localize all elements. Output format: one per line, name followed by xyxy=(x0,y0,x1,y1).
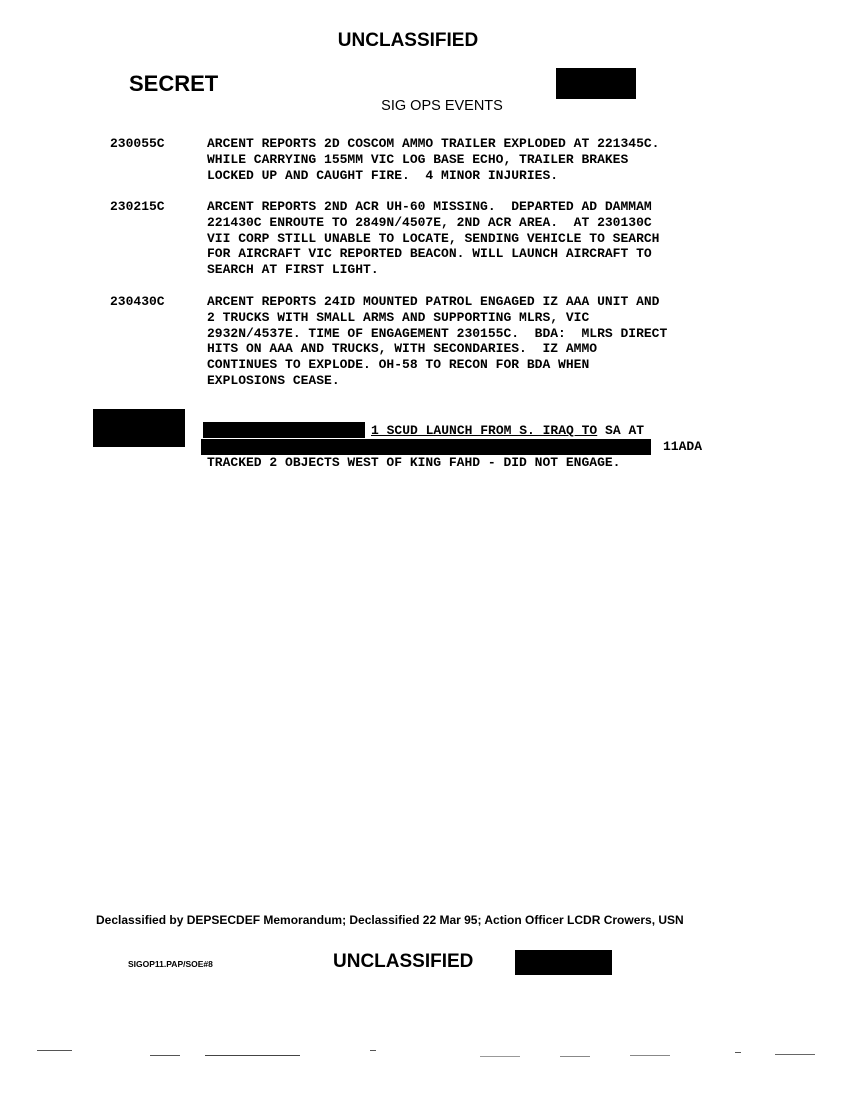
event-line: WHILE CARRYING 155MM VIC LOG BASE ECHO, TRAILER BRAKES xyxy=(207,151,629,167)
event-line: ARCENT REPORTS 24ID MOUNTED PATROL ENGAGED IZ AAA UNIT AND xyxy=(207,294,660,309)
secret-label: SECRET xyxy=(129,71,219,96)
redaction-box-line2 xyxy=(201,439,651,455)
event-text xyxy=(207,136,659,183)
redaction-box-line1 xyxy=(203,422,365,438)
classification-top: UNCLASSIFIED xyxy=(337,30,479,51)
scud-launch-text-rest: SA AT xyxy=(597,423,645,438)
event-text xyxy=(207,294,667,389)
event-line: 2 TRUCKS WITH SMALL ARMS AND SUPPORTING MLRS, VIC xyxy=(207,309,590,325)
event-line: SEARCH AT FIRST LIGHT. xyxy=(207,262,379,278)
redaction-box-header xyxy=(556,68,636,99)
file-reference: SIGOP11.PAP/SOE#8 xyxy=(128,959,213,969)
declassification-notice: Declassified by DEPSECDEF Memorandum; Declassified 22 Mar 95; Action Officer LCDR Crowers, USN xyxy=(96,913,684,927)
event-line: HITS ON AAA AND TRUCKS, WITH SECONDARIES. IZ AMMO xyxy=(207,341,598,357)
event-line: EXPLOSIONS CEASE. xyxy=(207,372,340,388)
event-time: 230430C xyxy=(110,294,165,309)
scud-launch-text: 1 SCUD LAUNCH FROM S. IRAQ TO xyxy=(371,423,598,438)
event-text xyxy=(207,199,659,278)
redaction-box-footer xyxy=(515,950,612,975)
event-line: FOR AIRCRAFT VIC REPORTED BEACON. WILL LAUNCH AIRCRAFT TO xyxy=(207,246,652,262)
event-line: 2932N/4537E. TIME OF ENGAGEMENT 230155C. BDA: MLRS DIRECT xyxy=(207,325,668,341)
event-line: ARCENT REPORTS 2ND ACR UH-60 MISSING. DEPARTED AD DAMMAM xyxy=(207,199,652,214)
event-line: LOCKED UP AND CAUGHT FIRE. 4 MINOR INJURIES. xyxy=(207,167,559,183)
scud-line-1 xyxy=(371,423,644,439)
event-line: VII CORP STILL UNABLE TO LOCATE, SENDING VEHICLE TO SEARCH xyxy=(207,230,660,246)
event-line: CONTINUES TO EXPLODE. OH-58 TO RECON FOR BDA WHEN xyxy=(207,357,590,373)
event-time: 230215C xyxy=(110,199,165,214)
scud-line-3: TRACKED 2 OBJECTS WEST OF KING FAHD - DID NOT ENGAGE. xyxy=(207,455,621,470)
redaction-box-time xyxy=(93,409,185,447)
event-time: 230055C xyxy=(110,136,165,151)
scud-line-2: 11ADA xyxy=(663,439,703,454)
event-line: ARCENT REPORTS 2D COSCOM AMMO TRAILER EXPLODED AT 221345C. xyxy=(207,136,660,151)
event-line: 221430C ENROUTE TO 2849N/4507E, 2ND ACR AREA. AT 230130C xyxy=(207,214,652,230)
classification-bottom: UNCLASSIFIED xyxy=(333,951,474,972)
page-title: SIG OPS EVENTS xyxy=(381,98,503,114)
